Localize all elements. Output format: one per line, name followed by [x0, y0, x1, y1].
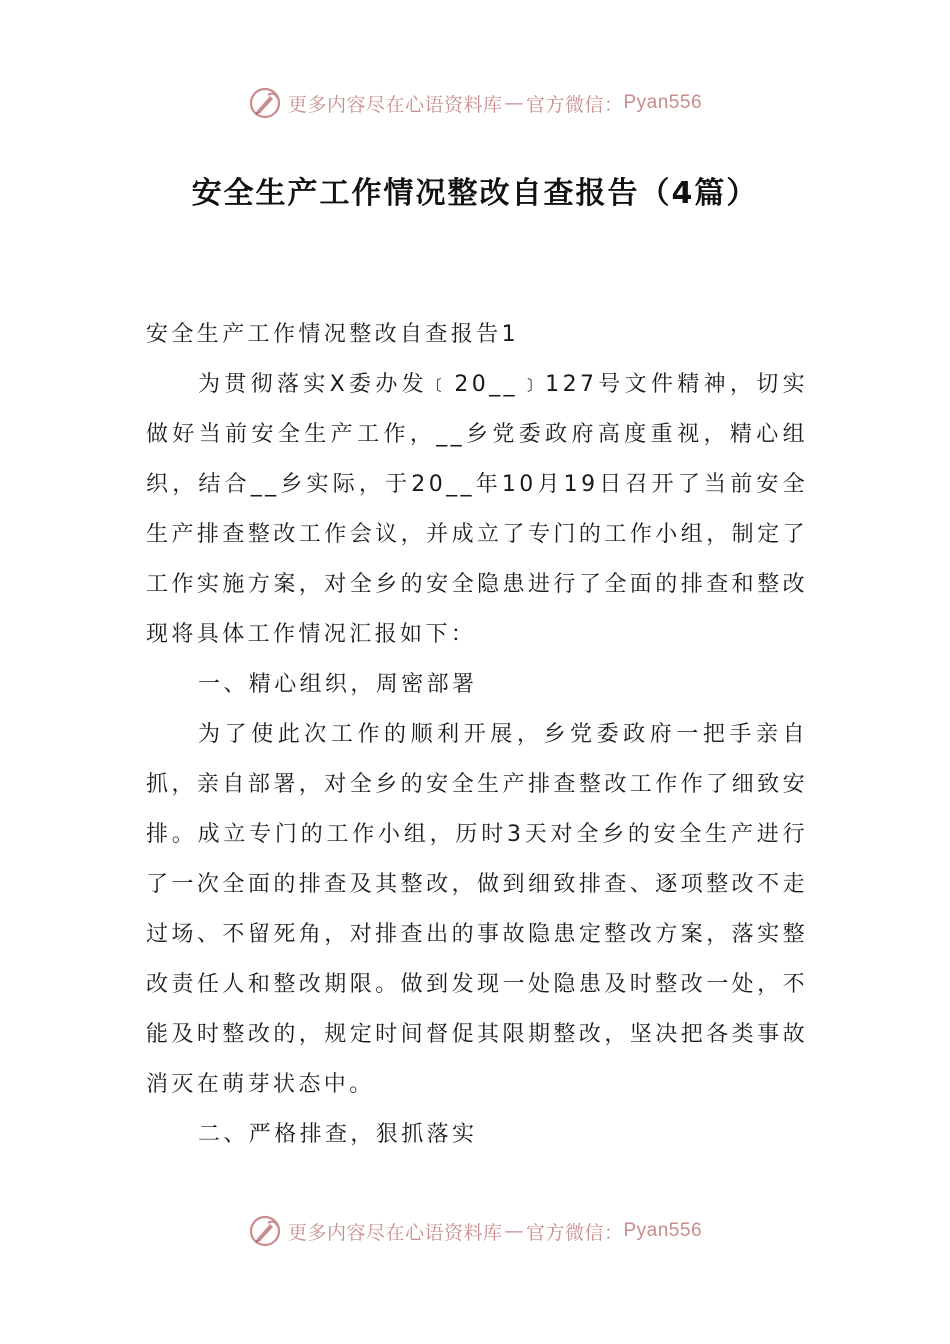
footer-watermark — [0, 1211, 950, 1251]
paragraph: 为了使此次工作的顺利开展，乡党委政府一把手亲自抓，亲自部署，对全乡的安全生产排查整改工作作了细致安排。成立专门的工作小组，历时3天对全乡的安全生产进行了一次全面的排查及其整改，做到细致排查、逐项整改不走过场、不留死角，对排查出的事故隐患定整改方案，落实整改责任人和整改期限。做到发现一处隐患及时整改一处，不能及时整改的，规定时间督促其限期整改，坚决把各类事故消灭在萌芽状态中。 — [146, 722, 808, 1097]
subheading: 二、严格排查，狠抓落实 — [198, 1122, 478, 1147]
header-watermark — [0, 83, 950, 123]
watermark-text: 更多内容尽在心语资料库 — [287, 1221, 503, 1244]
pen-logo-icon — [248, 1214, 282, 1248]
document-body — [146, 310, 808, 1160]
watermark-label: 官方微信： — [525, 93, 624, 116]
paragraph: 为贯彻落实X委办发﹝20__﹞127号文件精神，切实做好当前安全生产工作，__乡党委政府高度重视，精心组织，结合__乡实际，于20__年10月19日召开了当前安全生产排查整改工作会议，并成立了专门的工作小组，制定了工作实施方案，对全乡的安全隐患进行了全面的排查和整改现将具体工作情况汇报如下： — [146, 372, 808, 647]
document-title: 安全生产工作情况整改自查报告（4篇） — [191, 176, 759, 211]
watermark-separator: — — [504, 1220, 524, 1242]
watermark-label: 官方微信： — [525, 1221, 624, 1244]
watermark-wechat-id: Pyan556 — [623, 1220, 703, 1241]
watermark-wechat-id: Pyan556 — [623, 92, 703, 113]
section-title: 安全生产工作情况整改自查报告1 — [146, 322, 519, 347]
pen-logo-icon — [248, 86, 282, 120]
watermark-separator: — — [504, 92, 524, 114]
subheading: 一、精心组织，周密部署 — [198, 672, 478, 697]
watermark-text: 更多内容尽在心语资料库 — [287, 93, 503, 116]
